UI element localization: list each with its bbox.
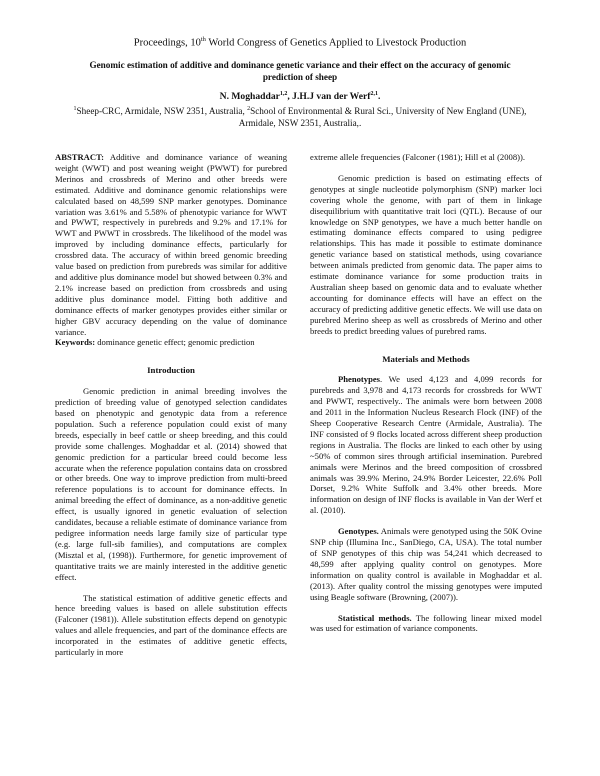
paper-title: Genomic estimation of additive and dominance genetic variance and their effect on the accuracy of genomic prediction of sheep: [89, 60, 511, 82]
abstract: ABSTRACT: Additive and dominance variance of weaning weight (WWT) and post weaning weight (PWWT) for purebred Merinos and crossbreds of Merino and other breeds were estimated. Additive and dominance genomic relationships were calculated based on 48,599 SNP marker genotypes. Dominance variation was 3.61% and 5.58% of phenotypic variance for WWT and PWWT, respectively in purebreds and 9.2% and 17.1% for WWT and PWWT in crossbreds. The likelihood of the model was improved by including dominance effects, particularly for crossbred data. The accuracy of within breed genomic breeding value based on prediction from purebreds was similar for additive and additive plus dominance model but showed between 0.3% and 2.1% increase based on prediction from crossbreds and using additive plus dominance model. Fitting both additive and dominance effects of marker genotypes provides either similar or higher GBV accuracy depending on the value of dominance variance.: [55, 152, 287, 337]
affiliations: $^1$Sheep-CRC, Armidale, NSW 2351, Australia, $^2$School of Environmental & Rural Sci., University of New England (UNE), Armidale, NSW 2351, Australia,.: [73, 106, 527, 128]
author-line: N. Moghaddar$^{1,2}$, J.H.J van der Werf$^{2,1}$.: [219, 91, 381, 103]
phenotypes-paragraph: Phenotypes. We used 4,123 and 4,099 records for purebreds and 3,978 and 4,173 records for crossbreds for WWT and PWWT, respectively.. The animals were born between 2008 and 2011 in the Information Nucleus Research Flock (INF) of the Sheep Cooperative Research Centre (Armidale, Australia). The INF consisted of 9 flocks located across different sheep production regions in Australia. The flocks are linked to each other by using ~50% of common sires through artificial insemination. Purebred animals were Merinos and the breed composition of crossbred animals was 39.9% Merino, 24.9% Border Leicester, 22.6% Poll Dorset, 9.2% White Suffolk and 3.4% other breeds. More information on design of INF flocks is available in Van der Werf et al. (2010).: [310, 374, 542, 516]
intro-paragraph-2-continued: extreme allele frequencies (Falconer (1981); Hill et al (2008)).: [310, 152, 525, 162]
intro-paragraph-3: Genomic prediction is based on estimating effects of genotypes at single nucleotide polymorphism (SNP) marker loci covering whole the genome, with part of them in linkage disequilibrium with quantitative trait loci (QTL). Because of our knowledge on SNP genotypes, we have a much better handle on estimating dominance effects compared to using pedigree relationships. This has made it possible to estimate dominance genetic variance based on statistical methods, using covariance between animals predicted from genomic data. The paper aims to estimate dominance variance for some production traits in Australian sheep based on genomic data and to evaluate whether accounting for dominance effects will have an effect on the accuracy of predicting additive genetic effects. We will use data on purebred Merino sheep as well as crossbreds of Merino and other breeds to predict breeding values of purebred rams.: [310, 172, 542, 336]
statistical-methods-paragraph: Statistical methods. The following linear mixed model was used for estimation of variance components.: [310, 612, 542, 634]
intro-paragraph-1: Genomic prediction in animal breeding involves the prediction of breeding value of genotyped selection candidates based on phenotypic and genotypic data from a reference population. Such a reference population could exist of many breeds, especially in beef cattle or sheep breeding, and this could provide some challenges. Moghaddar et al. (2014) showed that genomic prediction for a particular breed could become less accurate when the reference population contains data on crossbred or other breeds. One way to improve prediction from multi-breed reference populations is to account for dominance effects. In animal breeding the effect of dominance, as a non-additive genetic effect, is usually ignored in genetic evaluation of selection candidates, because a reliable estimate of dominance variance from pedigree information needs large family size of particular type (e.g. large full-sib families), and computations are complex (Misztal et al, (1998)). Furthermore, for genetic improvement of quantitative traits we are mainly interested in the additive genetic effect.: [55, 386, 287, 582]
left-column: [55, 152, 287, 658]
intro-paragraph-2: The statistical estimation of additive genetic effects and hence breeding values is based on allele substitution effects (Falconer (1981)). Allele substitution effects depend on genotypic values and allele frequencies, and part of the dominance effects are incorporated in the estimates of additive genetic effects, particularly in more: [55, 592, 287, 658]
right-column: [310, 152, 542, 634]
keywords: Keywords: dominance genetic effect; genomic prediction: [55, 337, 255, 348]
introduction-heading: Introduction: [147, 365, 195, 376]
methods-heading: Materials and Methods: [382, 353, 470, 364]
proceedings-header: Proceedings, 10th World Congress of Genetics Applied to Livestock Production: [133, 36, 467, 49]
genotypes-paragraph: Genotypes. Animals were genotyped using the 50K Ovine SNP chip (Illumina Inc., SanDiego, CA, USA). The total number of SNP genotypes of this chip was 54,241 which decreased to 48,599 after applying quality control on genotypes. More information on quality control is available in Moghaddar et al. (2013). After quality control the missing genotypes were imputed using Beagle software (Browning, (2007)).: [310, 526, 542, 602]
